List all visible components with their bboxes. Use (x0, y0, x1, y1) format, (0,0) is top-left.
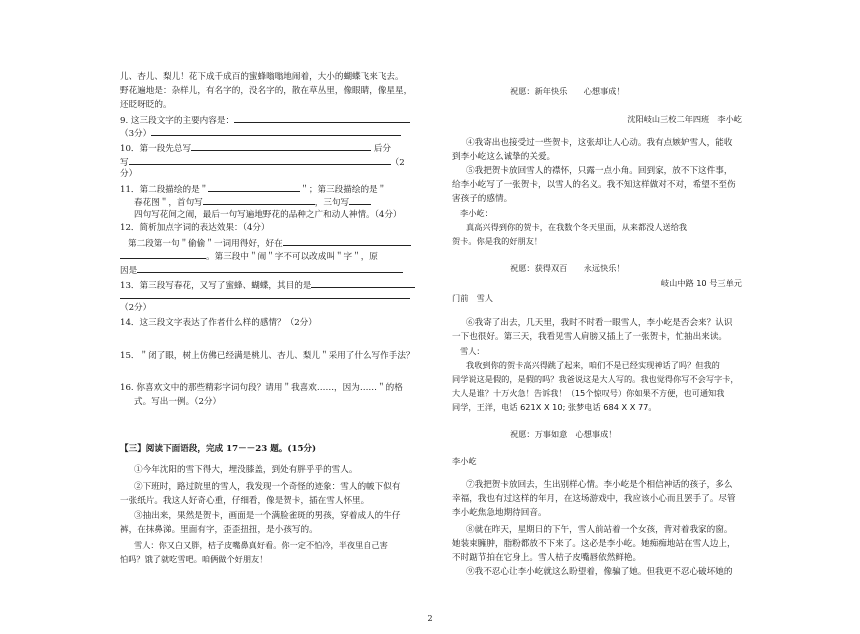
passage-paragraph: ⑤我把贺卡放回雪人的襟怀，只露一点小角。回到家，放不下这件事， (466, 166, 733, 176)
question-13-score: （2分） (120, 303, 152, 313)
passage-line: 野花遍地是：杂样儿，有名字的，没名字的，散在草丛里，像眼睛，像星星， (120, 86, 413, 96)
answer-blank[interactable] (191, 142, 371, 151)
answer-blank[interactable] (234, 114, 410, 123)
passage-line: 她装束臃肿，脂粉都放不下来了。这必是李小屹。她痴痴地站在雪人边上， (452, 539, 736, 549)
passage-paragraph: ③抽出来，果然是贺卡，画面是一个满脸雀斑的男孩，穿着成人的牛仔 (134, 511, 401, 521)
card-text: 真高兴得到你的贺卡，在我数个冬天里面，从来都没人送给我 (466, 222, 688, 232)
question-16-cont: 式。写出一例。（2分） (134, 397, 222, 407)
question-11: 11．第二段描绘的是＂ ＂；第三段描绘的是＂ (120, 185, 387, 195)
card-greeting: 李小屹： (460, 208, 493, 218)
passage-line: 不时踮节拍在它身上。雪人桔子皮嘴唇依然鲜艳。 (452, 553, 642, 563)
passage-paragraph: ①今年沈阳的雪下得大，埋没膝盖，到处有胖乎乎的雪人。 (134, 465, 358, 475)
question-12-a: 第二段第一句＂偷偷＂一词用得好，好在 (128, 237, 411, 250)
passage-line: 一张纸片。我这人好奇心重，仔细看，像是贺卡，插在雪人怀里。 (120, 496, 370, 506)
question-10: 10．第一段先总写 后分 (120, 144, 392, 154)
card-wish: 祝愿：万事如意 心想事成！ (510, 429, 617, 439)
passage-line: 给李小屹写了一张贺卡，以雪人的名义。我不知这样做对不对，希望不至伤 (452, 180, 736, 190)
answer-blank[interactable] (311, 279, 415, 288)
card-wish: 祝愿：获得双百 永远快乐！ (510, 263, 625, 273)
answer-blank[interactable] (151, 127, 401, 136)
card-text: 怕吗？饿了就吃雪吧。咱俩做个好朋友！ (120, 554, 268, 564)
passage-line: 儿、杏儿、梨儿！花下成千成百的蜜蜂嗡嗡地闹着，大小的蝴蝶飞来飞去。 (120, 72, 404, 82)
passage-paragraph: ⑥我寄了出去，几天里，我时不时看一眼雪人，李小屹是否会来？认识 (466, 318, 733, 328)
question-13: 13．第三段写春花，又写了蜜蜂、蝴蝶，其目的是 (120, 279, 415, 292)
card-signature: 李小屹 (452, 456, 477, 466)
question-14: 14．这三段文字表达了作者什么样的感情？（2分） (120, 318, 317, 328)
answer-blank[interactable] (120, 250, 206, 259)
card-greeting: 雪人： (460, 346, 485, 356)
card-text: 同学说这是假的，是假的吗？我爸说这是大人写的。我也觉得你写不会写字卡， (452, 374, 739, 384)
card-text: 同学，王洋，电话 621X X 10; 张梦电话 684 X X 77。 (452, 402, 657, 412)
answer-blank[interactable] (349, 196, 371, 205)
question-9: 9. 这三段文字的主要内容是： (120, 114, 410, 127)
passage-line: 裤，在抹鼻涕。里面有字，歪歪扭扭，是小孩写的。 (120, 525, 318, 535)
passage-line: 还眨呀眨的。 (120, 100, 172, 110)
answer-blank[interactable] (120, 290, 410, 299)
question-10-score: 分） (120, 169, 138, 179)
passage-line: 幸福，我也有过这样的年月，在这场游戏中，我应该小心而且罢手了。尽管 (452, 494, 736, 504)
passage-paragraph: ⑧就在昨天，星期日的下午，雪人前站着一个女孩，背对着我家的窗。 (466, 525, 733, 535)
passage-line: 一下也很好。第三天，我看见雪人肩膀又插上了一张贺卡，忙抽出来读。 (452, 332, 728, 342)
passage-line: 到李小屹这么诚挚的关爱。 (452, 152, 556, 162)
question-9-score: （3分） (120, 127, 401, 140)
question-12: 12．简析加点字词的表达效果：（4分） (120, 223, 270, 233)
passage-paragraph: ⑨我不忍心让李小屹就这么盼望着，像骗了她。但我更不忍心破坏她的 (466, 567, 733, 577)
answer-blank[interactable] (137, 264, 403, 273)
passage-paragraph: ②下班时，路过院里的雪人，我发现一个奇怪的迹象：雪人的帔下似有 (134, 482, 401, 492)
answer-blank[interactable] (283, 237, 411, 246)
section-3-heading: 【三】阅读下面语段，完成 17－－23 题。(15分) (120, 444, 317, 454)
question-16: 16. 你喜欢文中的那些精彩字词句段？请用＂我喜欢……，因为……＂的格 (120, 383, 403, 393)
question-10-cont: 写 （2 (120, 158, 405, 168)
card-signature: 门前 雪人 (452, 293, 493, 303)
question-12-b: 。第三段中＂闹＂字不可以改成叫＂字＂，原 (120, 250, 378, 263)
question-11-cont: 四句写花间之闹，最后一句写遍地野花的品种之广和动人神情。（4分） (134, 210, 402, 220)
passage-paragraph: ④我寄出也接受过一些贺卡，这张却让人心动。我有点嫉妒雪人，能收 (466, 138, 733, 148)
passage-paragraph: ⑦我把贺卡放回去，生出别样心情。李小屹是个相信神话的孩子，多么 (466, 480, 733, 490)
question-13-blank (120, 290, 410, 303)
page-number: 2 (427, 614, 433, 623)
card-text: 我收到你的贺卡高兴得跳了起来，咱们不是已经实现神话了吗？但我的 (466, 360, 720, 370)
question-11-cont: 春花图＂，首句写 ，三句写 (134, 196, 371, 209)
answer-blank[interactable] (129, 156, 391, 165)
question-12-c: 因是 (120, 264, 403, 277)
card-wish: 祝愿：新年快乐 心想事成！ (510, 86, 625, 96)
card-text: 贺卡。你是我的好朋友！ (452, 236, 543, 246)
card-signature: 岐山中路 10 号三单元 (660, 278, 742, 288)
passage-line: 害孩子的感情。 (452, 194, 513, 204)
passage-line: 李小屹焦急地期待回音。 (452, 508, 547, 518)
card-text: 大人是谁？十万火急！告诉我！（15个惊叹号）你如果不方便，也可通知我 (452, 388, 725, 398)
question-15: 15．＂闭了眼，树上仿佛已经满是桃儿、杏儿、梨儿＂采用了什么写作手法？ (120, 351, 415, 361)
card-signature: 沈阳岐山三校二年四班 李小屹 (627, 114, 742, 124)
answer-blank[interactable] (208, 183, 300, 192)
answer-blank[interactable] (203, 196, 315, 205)
card-text: 雪人：你又白又胖，桔子皮嘴鼻真好看。你一定不怕冷，半夜里自己害 (134, 540, 388, 550)
